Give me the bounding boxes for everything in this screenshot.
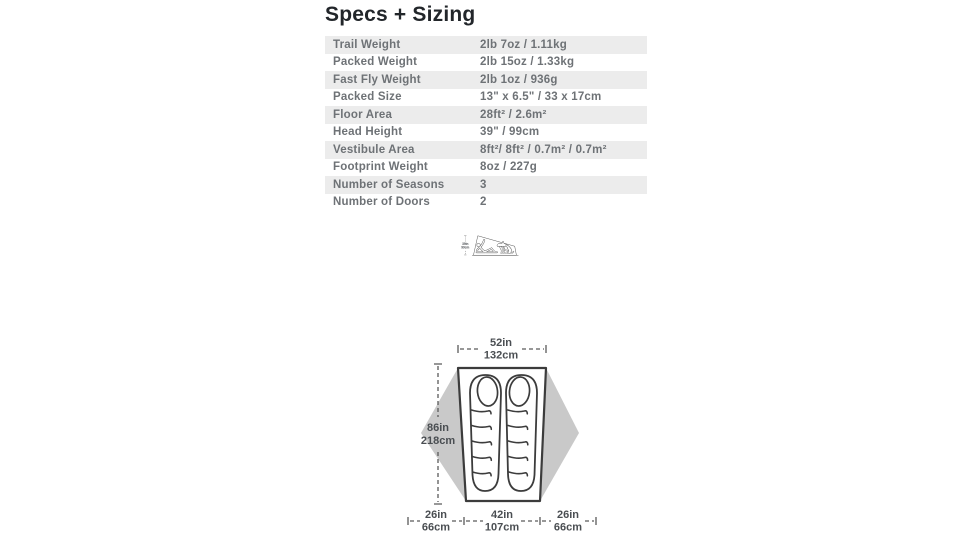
spec-value: 2lb 1oz / 936g <box>480 73 558 86</box>
spec-value: 39" / 99cm <box>480 126 540 139</box>
width-measurement <box>458 337 546 362</box>
spec-row-floor-area <box>325 106 647 124</box>
spec-value: 8ft²/ 8ft² / 0.7m² / 0.7m² <box>480 143 607 156</box>
spec-value: 8oz / 227g <box>480 161 537 174</box>
spec-value: 3 <box>480 178 487 191</box>
page-title: Specs + Sizing <box>325 3 476 26</box>
width-cm-label: 132cm <box>483 349 519 362</box>
spec-label: Number of Seasons <box>333 178 445 191</box>
spec-row-number-of-doors <box>325 194 647 212</box>
width-in-label: 52in <box>489 337 513 349</box>
spec-label: Floor Area <box>333 108 393 121</box>
bottom-mid-cm-label: 107cm <box>484 521 520 534</box>
spec-value: 13" x 6.5" / 33 x 17cm <box>480 91 602 104</box>
height-in-label: 39in <box>462 241 469 246</box>
bottom-left-cm-label: 66cm <box>421 521 451 534</box>
sleeping-bag-left-icon <box>470 375 501 491</box>
spec-value: 2lb 7oz / 1.11kg <box>480 38 567 51</box>
spec-row-number-of-seasons <box>325 176 647 194</box>
spec-label: Fast Fly Weight <box>333 73 421 86</box>
bottom-mid-in-label: 42in <box>490 509 514 521</box>
length-in-label: 86in <box>426 422 450 434</box>
spec-value: 2 <box>480 196 487 209</box>
spec-row-vestibule-area <box>325 141 647 159</box>
tent-side-profile-diagram <box>385 232 595 327</box>
person-head <box>477 243 480 246</box>
spec-label: Vestibule Area <box>333 143 415 156</box>
bottom-measurements <box>408 509 596 534</box>
tent-floorplan-diagram <box>398 332 610 545</box>
spec-label: Packed Weight <box>333 56 418 69</box>
spec-row-packed-size <box>325 89 647 107</box>
spec-label: Number of Doors <box>333 196 430 209</box>
spec-value: 28ft² / 2.6m² <box>480 108 547 121</box>
bottom-left-in-label: 26in <box>424 509 448 521</box>
spec-row-trail-weight <box>325 36 647 54</box>
bottom-right-in-label: 26in <box>556 509 580 521</box>
spec-label: Trail Weight <box>333 38 401 51</box>
length-cm-label: 218cm <box>420 435 456 447</box>
spec-row-fast-fly-weight <box>325 71 647 89</box>
sleeping-bag-right-icon <box>506 375 537 491</box>
bottom-right-cm-label: 66cm <box>553 521 583 534</box>
height-measurement <box>461 236 469 255</box>
spec-row-head-height <box>325 124 647 142</box>
spec-row-packed-weight <box>325 54 647 72</box>
spec-row-footprint-weight <box>325 159 647 177</box>
spec-value: 2lb 15oz / 1.33kg <box>480 56 575 69</box>
spec-label: Packed Size <box>333 91 402 104</box>
spec-label: Footprint Weight <box>333 161 428 174</box>
height-cm-label: 99cm <box>461 245 470 250</box>
specs-table <box>325 36 647 211</box>
spec-label: Head Height <box>333 126 403 139</box>
